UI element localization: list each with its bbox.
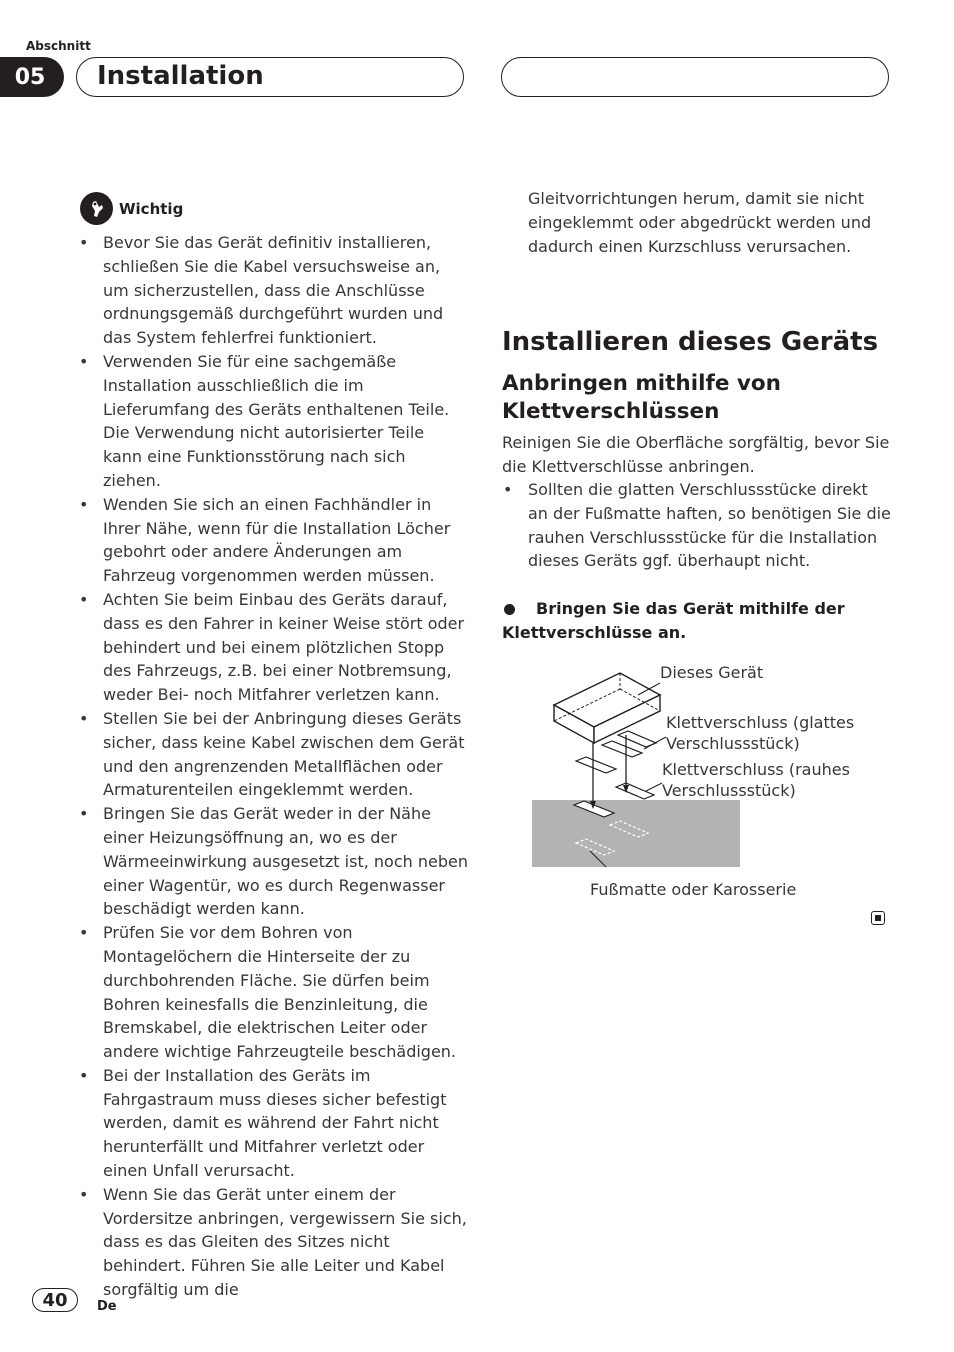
- mat-surface: [532, 800, 740, 867]
- label-mat: Fußmatte oder Karosserie: [590, 880, 797, 899]
- important-list: [78, 231, 468, 1302]
- continued-text: Gleitvorrichtungen herum, damit sie nicht eingeklemmt oder abgedrückt werden und dadurch einen Kurzschluss verursachen.: [528, 189, 872, 256]
- label-rough: Klettverschluss (rauhes Verschlussstück): [662, 760, 850, 800]
- step-instruction: [502, 597, 894, 645]
- list-item: • Bevor Sie das Gerät definitiv installieren, schließen Sie die Kabel versuchsweise an, um sicherzustellen, dass die Anschlüsse ordnungsgemäß durchgeführt wurden und das System fehlerfrei funktioniert.: [78, 231, 468, 350]
- section-end-icon: [871, 911, 885, 925]
- step-bullet-icon: [504, 604, 515, 615]
- list-item: • Wenden Sie sich an einen Fachhändler in Ihrer Nähe, wenn für die Installation Löcher gebohrt oder andere Änderungen am Fahrzeug vorgenommen werden müssen.: [78, 493, 468, 588]
- label-unit: Dieses Gerät: [660, 663, 764, 682]
- header-empty-box: [501, 57, 889, 97]
- list-item: • Bringen Sie das Gerät weder in der Nähe einer Heizungsöffnung an, wo es der Wärmeeinwirkung ausgesetzt ist, noch neben einer Wagentür, wo es durch Regenwasser beschädigt werden kann.: [78, 802, 468, 921]
- list-item: • Stellen Sie bei der Anbringung dieses Geräts sicher, dass keine Kabel zwischen dem Gerät und den angrenzenden Metallflächen oder Armaturenteilen eingeklemmt werden.: [78, 707, 468, 802]
- unit-box: [554, 673, 660, 743]
- section-heading: Installieren dieses Geräts: [502, 327, 879, 357]
- page-title: Installation: [76, 57, 464, 97]
- label-smooth: Klettverschluss (glattes Verschlussstück): [666, 713, 855, 753]
- list-item: • Verwenden Sie für eine sachgemäße Installation ausschließlich die im Lieferumfang des Geräts enthaltenen Teile. Die Verwendung nicht autorisierter Teile kann eine Funktionsstörung nach sich ziehen.: [78, 350, 468, 493]
- important-header: [80, 192, 183, 225]
- note-list: [502, 478, 892, 573]
- intro-paragraph: Reinigen Sie die Oberfläche sorgfältig, bevor Sie die Klettverschlüsse anbringen.: [502, 433, 890, 476]
- warning-hand-icon: [80, 192, 113, 225]
- list-item: • Prüfen Sie vor dem Bohren von Montagelöchern die Hinterseite der zu durchbohrenden Fläche. Sie dürfen beim Bohren keinesfalls die Benzinleitung, die Bremskabel, die elektrischen Leiter oder andere wichtige Fahrzeugteile beschädigen.: [78, 921, 468, 1064]
- list-item: • Achten Sie beim Einbau des Geräts darauf, dass es den Fahrer in keiner Weise stört oder behindert und bei einem plötzlichen Stopp des Fahrzeugs, z.B. bei einer Notbremsung, weder Bei- noch Mitfahrer verletzen kann.: [78, 588, 468, 707]
- list-item: • Sollten die glatten Verschlussstücke direkt an der Fußmatte haften, so benötigen Sie die rauhen Verschlussstücke für die Installation dieses Geräts ggf. überhaupt nicht.: [502, 478, 892, 573]
- velcro-diagram: [520, 655, 900, 905]
- list-item: • Wenn Sie das Gerät unter einem der Vordersitze anbringen, vergewissern Sie sich, dass es das Gleiten des Sitzes nicht behindert. Führen Sie alle Leiter und Kabel sorgfältig um die: [78, 1183, 468, 1302]
- list-item: • Bei der Installation des Geräts im Fahrgastraum muss dieses sicher befestigt werden, damit es während der Fahrt nicht herunterfällt und Mitfahrer verletzt oder einen Unfall verursacht.: [78, 1064, 468, 1183]
- section-subheading: Anbringen mithilfe von Klettverschlüssen: [502, 371, 781, 424]
- step-text: Bringen Sie das Gerät mithilfe der Klettverschlüsse an.: [502, 599, 845, 642]
- important-title: Wichtig: [119, 199, 184, 218]
- section-number: 05: [0, 57, 64, 97]
- section-label: Abschnitt: [26, 39, 91, 53]
- language-code: De: [97, 1299, 117, 1314]
- page-number: 40: [32, 1288, 78, 1312]
